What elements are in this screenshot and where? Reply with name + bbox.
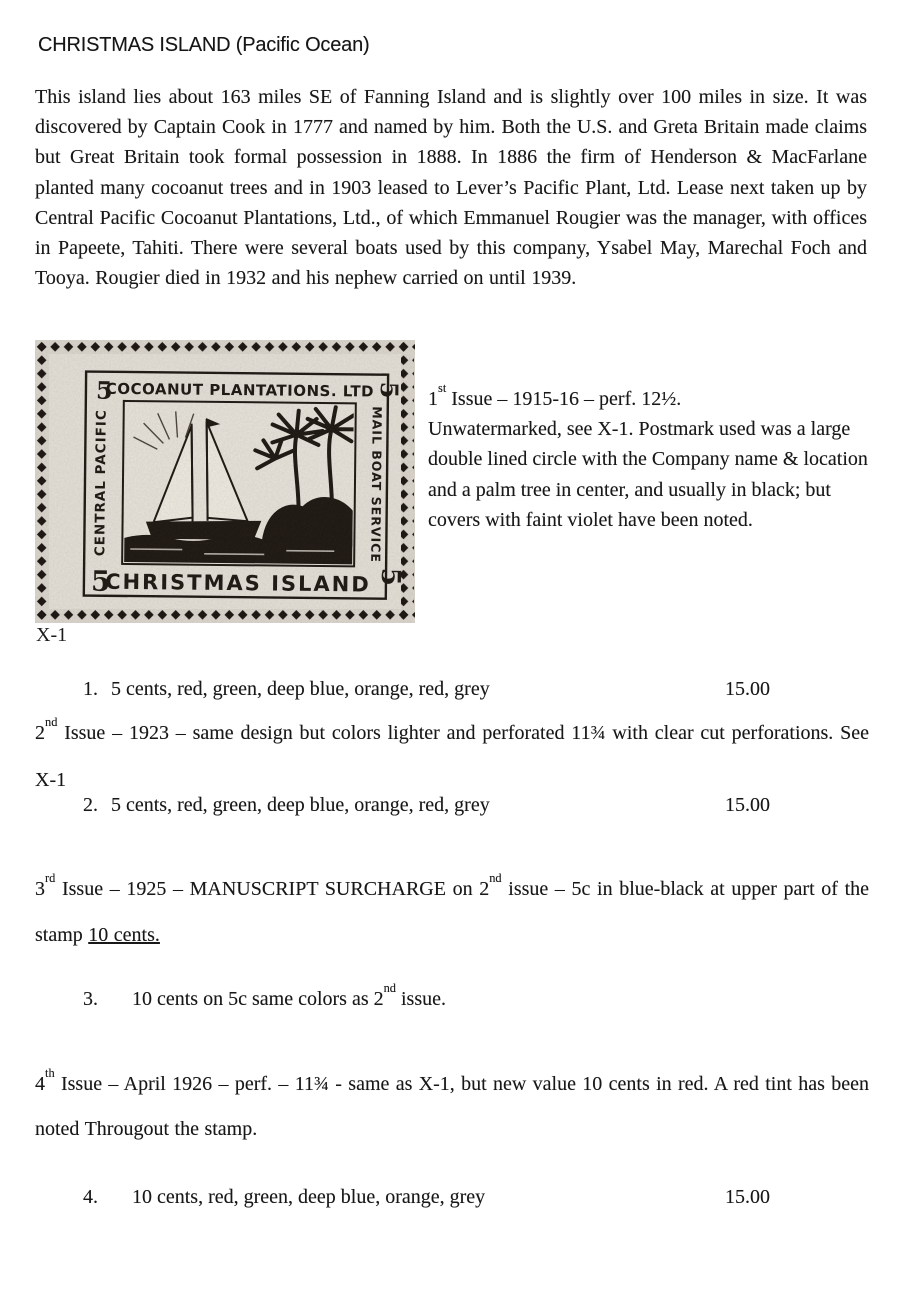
catalog-item-4: [35, 1182, 867, 1212]
catalog-item-2: [35, 790, 867, 820]
ordinal-superscript: rd: [45, 870, 56, 885]
denomination-top-right: 5: [374, 381, 405, 399]
catalog-item-3: [35, 980, 867, 1014]
ordinal-superscript: nd: [489, 870, 502, 885]
intro-paragraph: This island lies about 163 miles SE of Fanning Island and is slightly over 100 miles in size. It was discovered by Captain Cook in 1777 and named by him. Both the U.S. and Greta Britain made claims but Great Britain took formal possession in 1888. In 1886 the firm of Henderson & MacFarlane planted many cocoanut trees and in 1903 leased to Lever’s Pacific Plant, Ltd. Lease next taken up by Central Pacific Cocoanut Plantations, Ltd., of which Emmanuel Rougier was the manager, with offices in Papeete, Tahiti. There were several boats used by this company, Ysabel May, Marechal Foch and Tooya. Rougier died in 1932 and his nephew carried on until 1939.: [35, 86, 867, 290]
item-number: 4.: [83, 1186, 98, 1208]
second-issue-heading: 2nd Issue – 1923 – same design but colors lighter and perforated 11¾ with clear cut perforations. See X-1: [35, 714, 869, 791]
ordinal-superscript: nd: [45, 714, 58, 729]
item-description: 10 cents, red, green, deep blue, orange, grey: [132, 1186, 486, 1208]
stamp-top-label: COCOANUT PLANTATIONS. LTD: [105, 379, 375, 401]
denomination-top-left: 5: [95, 375, 113, 405]
ordinal-superscript: st: [438, 380, 447, 395]
item-number: 1.: [83, 678, 98, 700]
first-issue-heading: 1st Issue – 1915-16 – perf. 12½.: [428, 380, 682, 410]
item-number: 3.: [83, 988, 98, 1010]
first-issue-section: [428, 380, 880, 535]
stamp-bottom-label: CHRISTMAS ISLAND: [105, 569, 371, 597]
item-number: 2.: [83, 794, 98, 816]
denomination-bottom-right: 5: [374, 567, 406, 586]
stamp-right-label: MAIL BOAT SERVICE: [368, 406, 385, 564]
item-price: 15.00: [725, 678, 770, 700]
third-issue-heading: 3rd Issue – 1925 – MANUSCRIPT SURCHARGE on 2nd issue – 5c in blue-black at upper part of the stamp 10 cents.: [35, 870, 870, 946]
ordinal-superscript: nd: [383, 980, 396, 995]
stamp-left-label: CENTRAL PACIFIC: [92, 409, 110, 557]
denomination-bottom-left: 5: [90, 564, 111, 598]
stamp-figure: [35, 340, 415, 623]
stamp-caption: X-1: [36, 624, 68, 646]
item-description: 5 cents, red, green, deep blue, orange, red, grey: [111, 794, 490, 816]
page-title: CHRISTMAS ISLAND (Pacific Ocean): [38, 34, 370, 56]
item-price: 15.00: [725, 1186, 770, 1208]
item-description: 5 cents, red, green, deep blue, orange, red, grey: [111, 678, 490, 700]
catalog-item-1: [35, 674, 867, 704]
scan-grain-overlay: [35, 340, 415, 623]
ordinal-superscript: th: [45, 1065, 55, 1080]
first-issue-body: Unwatermarked, see X-1. Postmark used was a large double lined circle with the Company name & location and a palm tree in center, and usually in black; but covers with faint violet have been noted.: [428, 418, 868, 531]
fourth-issue-heading: 4th Issue – April 1926 – perf. – 11¾ - same as X-1, but new value 10 cents in red. A red tint has been noted Througout the stamp.: [35, 1065, 869, 1140]
stamp-image: [35, 340, 415, 623]
underlined-new-value: 10 cents.: [88, 924, 160, 946]
item-description: 10 cents on 5c same colors as 2nd issue.: [132, 980, 446, 1010]
item-price: 15.00: [725, 794, 770, 816]
